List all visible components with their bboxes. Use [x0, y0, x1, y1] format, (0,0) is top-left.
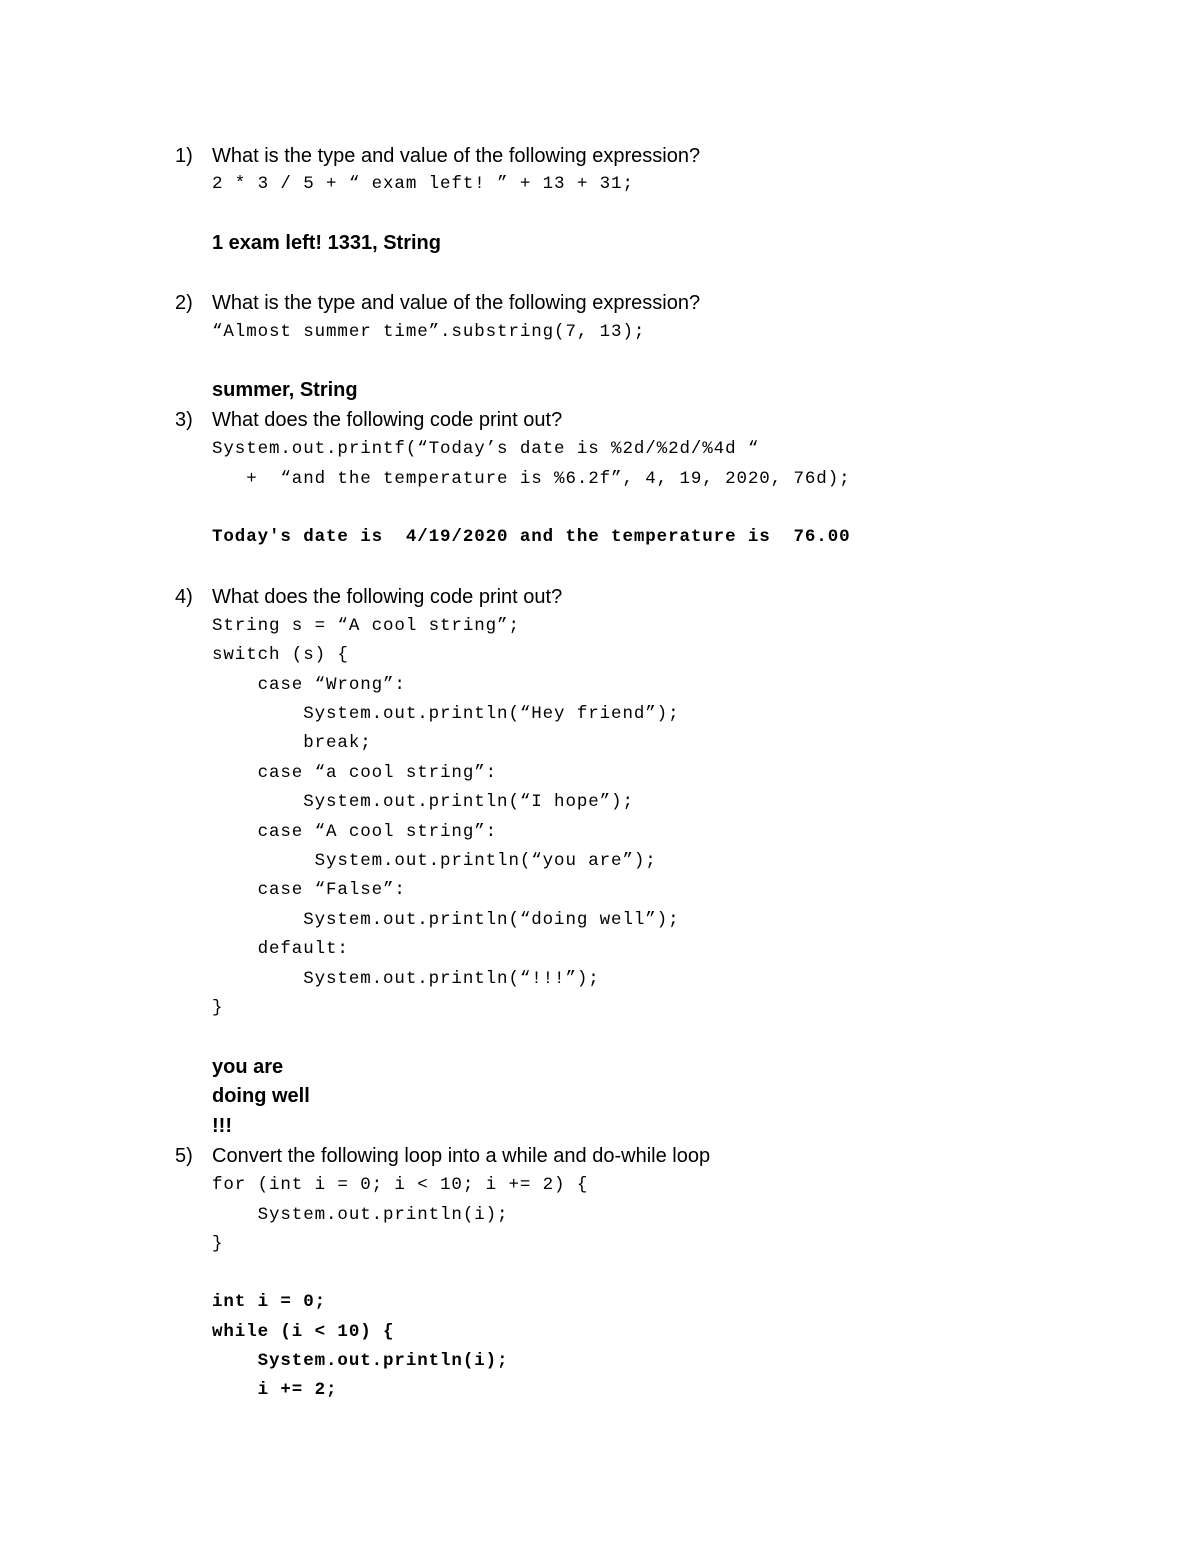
answer-line: you are: [212, 1056, 284, 1078]
question-number: 3): [175, 409, 193, 431]
answer-line: int i = 0;: [212, 1292, 327, 1312]
question-number: 2): [175, 292, 193, 314]
code-line: “Almost summer time”.substring(7, 13);: [212, 322, 646, 342]
code-line: System.out.println(i);: [212, 1205, 509, 1225]
code-line: switch (s) {: [212, 645, 349, 665]
code-line: System.out.println(“!!!”);: [212, 969, 600, 989]
code-line: default:: [212, 939, 349, 959]
answer-line: Today's date is 4/19/2020 and the temperature is 76.00: [212, 527, 851, 547]
code-line: break;: [212, 733, 372, 753]
answer-line: while (i < 10) {: [212, 1322, 395, 1342]
question-number: 5): [175, 1145, 193, 1167]
code-line: }: [212, 1234, 224, 1254]
answer-line: doing well: [212, 1085, 310, 1107]
question-number: 4): [175, 586, 193, 608]
answer-line: i += 2;: [212, 1380, 338, 1400]
code-line: }: [212, 998, 224, 1018]
code-line: System.out.printf(“Today’s date is %2d/%2d/%4d “: [212, 439, 760, 459]
code-line: case “Wrong”:: [212, 675, 406, 695]
question-number: 1): [175, 145, 193, 167]
code-line: case “False”:: [212, 880, 406, 900]
answer-line: !!!: [212, 1115, 232, 1137]
code-line: System.out.println(“I hope”);: [212, 792, 634, 812]
code-line: System.out.println(“you are”);: [212, 851, 657, 871]
code-line: for (int i = 0; i < 10; i += 2) {: [212, 1175, 589, 1195]
code-line: 2 * 3 / 5 + “ exam left! ” + 13 + 31;: [212, 174, 634, 194]
question-prompt: What is the type and value of the following expression?: [212, 145, 701, 167]
question-prompt: Convert the following loop into a while and do-while loop: [212, 1145, 711, 1167]
code-line: System.out.println(“Hey friend”);: [212, 704, 680, 724]
answer-line: 1 exam left! 1331, String: [212, 232, 441, 254]
question-prompt: What does the following code print out?: [212, 586, 563, 608]
code-line: case “a cool string”:: [212, 763, 498, 783]
code-line: System.out.println(“doing well”);: [212, 910, 680, 930]
question-prompt: What is the type and value of the following expression?: [212, 292, 701, 314]
question-prompt: What does the following code print out?: [212, 409, 563, 431]
code-line: case “A cool string”:: [212, 822, 498, 842]
answer-line: System.out.println(i);: [212, 1351, 509, 1371]
answer-line: summer, String: [212, 379, 358, 401]
code-line: String s = “A cool string”;: [212, 616, 520, 636]
code-line: + “and the temperature is %6.2f”, 4, 19, 2020, 76d);: [212, 469, 851, 489]
